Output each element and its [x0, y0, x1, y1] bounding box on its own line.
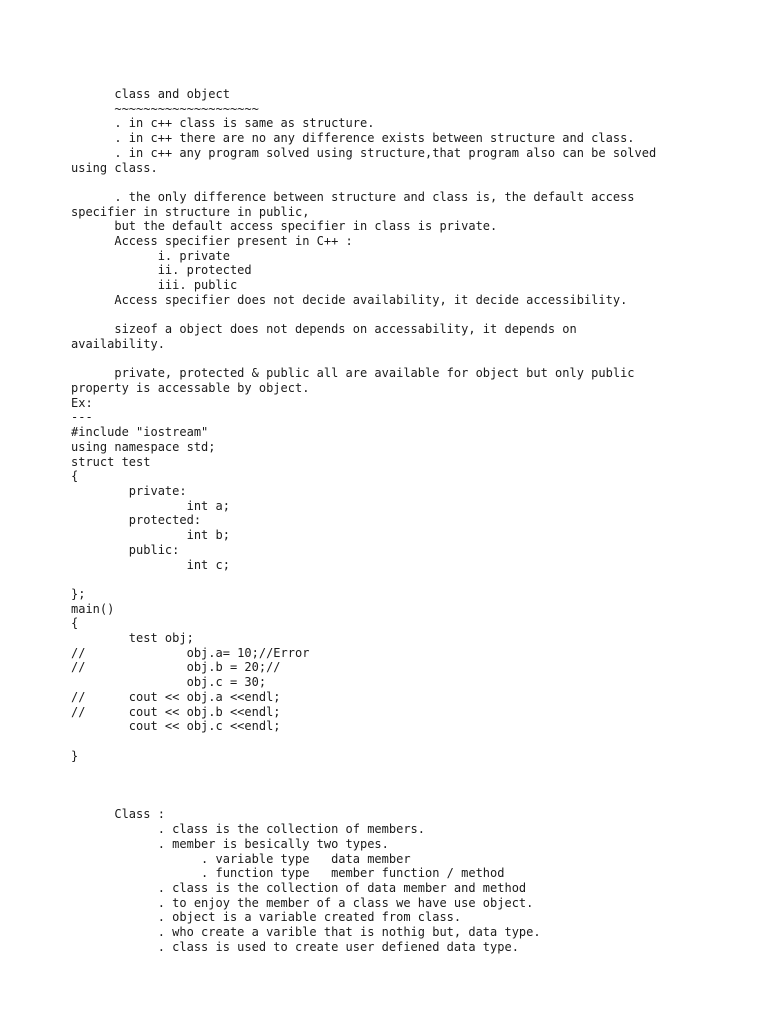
document-line: obj.c = 30; — [71, 675, 267, 690]
document-line: int b; — [71, 528, 230, 543]
document-line: Class : — [71, 807, 165, 822]
document-line: iii. public — [71, 278, 238, 293]
document-line: specifier in structure in public, — [71, 204, 310, 219]
document-line: main() — [71, 601, 115, 616]
document-line: Access specifier present in C++ : — [71, 234, 353, 249]
document-line: . class is the collection of data member and method — [71, 880, 527, 895]
document-line: . who create a varible that is nothig but, data type. — [71, 925, 541, 940]
document-line: . variable type data member — [71, 851, 411, 866]
document-line: i. private — [71, 248, 230, 263]
document-page — [71, 87, 721, 954]
document-line: { — [71, 616, 79, 631]
document-line: #include "iostream" — [71, 425, 209, 440]
document-line: class and object — [71, 87, 230, 101]
document-line: sizeof a object does not depends on accessability, it depends on — [71, 322, 577, 337]
document-line: . member is besically two types. — [71, 836, 389, 851]
document-line: --- — [71, 410, 93, 425]
document-line: { — [71, 469, 79, 484]
document-line: private, protected & public all are available for object but only public — [71, 366, 635, 381]
document-line: public: — [71, 542, 180, 557]
document-line: ii. protected — [71, 263, 252, 278]
document-line: availability. — [71, 336, 165, 351]
document-line: . class is used to create user defiened data type. — [71, 939, 519, 954]
document-line: . in c++ class is same as structure. — [71, 116, 375, 131]
document-line: }; — [71, 586, 86, 601]
document-line: . to enjoy the member of a class we have use object. — [71, 895, 534, 910]
document-line: using class. — [71, 160, 158, 175]
document-line: int c; — [71, 557, 230, 572]
document-line: // obj.b = 20;// — [71, 660, 281, 675]
document-line: . in c++ there are no any difference exists between structure and class. — [71, 131, 635, 146]
document-line: struct test — [71, 454, 151, 469]
document-line: . the only difference between structure and class is, the default access — [71, 189, 635, 204]
document-line: property is accessable by object. — [71, 381, 310, 396]
document-line: ~~~~~~~~~~~~~~~~~~~~ — [71, 101, 259, 116]
document-line: // cout << obj.b <<endl; — [71, 704, 281, 719]
document-line: private: — [71, 483, 187, 498]
document-line: test obj; — [71, 631, 194, 646]
document-line: cout << obj.c <<endl; — [71, 719, 281, 734]
document-line: Ex: — [71, 395, 93, 410]
document-line: . function type member function / method — [71, 866, 505, 881]
document-line: // cout << obj.a <<endl; — [71, 689, 281, 704]
document-line: . in c++ any program solved using structure,that program also can be solved — [71, 145, 657, 160]
document-line: } — [71, 748, 79, 763]
document-line: . class is the collection of members. — [71, 822, 426, 837]
document-text — [71, 87, 721, 954]
document-line: int a; — [71, 498, 230, 513]
document-line: Access specifier does not decide availability, it decide accessibility. — [71, 292, 628, 307]
document-line: using namespace std; — [71, 439, 216, 454]
document-line: but the default access specifier in class is private. — [71, 219, 498, 234]
document-line: . object is a variable created from class. — [71, 910, 462, 925]
document-line: // obj.a= 10;//Error — [71, 645, 310, 660]
document-line: protected: — [71, 513, 202, 528]
